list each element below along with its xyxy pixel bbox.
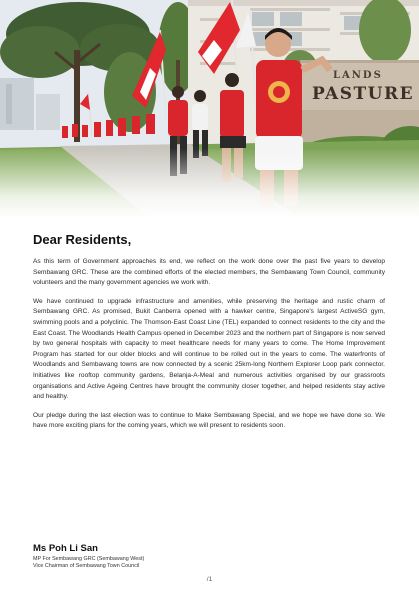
page-number: /1: [206, 576, 213, 583]
letter-paragraph: We have continued to upgrade infrastructure and amenities, while preserving the heritage and rustic charm of Sembawang GRC. As promised, Bukit Canberra opened with a hawker centre, Singapore's largest ActiveSG gym, swimming pools and a polyclinic. The Thomson-East Coast Line (TEL) expanded to connect residents to the city and the East Coast. The Woodlands Health Campus opened in December 2023 and the northern part of Singapore is now served by two general hospitals with capacity to meet healthcare needs for many years to come. The Home Improvement Program has started for our older blocks and will continue to be rolled out in the years to come. The waterfronts of Woodlands and Sembawang towns are now connected by a scenic 25km-long Northern Explorer Loop park connector. Initiatives like rooftop community gardens, Belanja-A-Meal and numerous activities organised by our grassroots organisations and Active Ageing Centres have brought the community closer together, and helped residents stay active and healthy.: [33, 297, 385, 401]
signatory-role: Vice Chairman of Sembawang Town Council: [33, 563, 140, 570]
letter-greeting: Dear Residents,: [33, 232, 132, 247]
estate-sign-top-text: LANDS: [333, 70, 383, 81]
letter-paragraph: Our pledge during the last election was to continue to Make Sembawang Special, and we hope we have done so. We have more exciting plans for the coming years, which we will present to residents soon.: [33, 411, 385, 430]
estate-sign-name: PASTURE: [312, 84, 415, 104]
signatory-role: MP For Sembawang GRC (Sembawang West): [33, 556, 145, 562]
hero-photo: [0, 0, 419, 218]
signature-block: [33, 543, 333, 571]
hero-fade-overlay: [0, 148, 419, 218]
signatory-name: Ms Poh Li San: [33, 543, 98, 554]
letter-body: [33, 232, 385, 440]
letter-paragraph: As this term of Government approaches its end, we reflect on the work done over the past five years to develop Sembawang GRC. These are the combined efforts of the elected members, the Sembawang Town Council, community volunteers and the many government agencies we work with.: [33, 258, 385, 287]
